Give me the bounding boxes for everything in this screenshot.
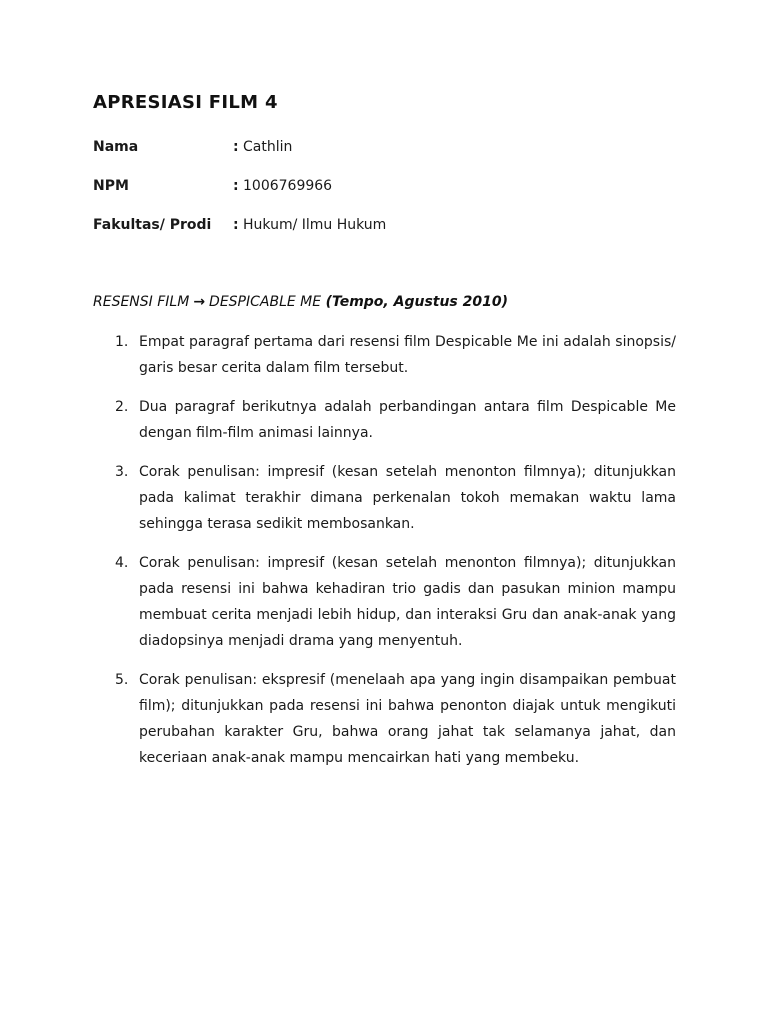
list-item-text: Corak penulisan: impresif (kesan setelah menonton filmnya); ditunjukkan pada kalimat terakhir dimana perkenalan tokoh memakan waktu lama sehingga terasa sedikit membosankan. — [139, 464, 676, 532]
fakultas-label: Fakultas/ Prodi — [93, 217, 212, 233]
npm-colon: : — [233, 178, 239, 194]
list-item-number: 1. — [115, 334, 129, 350]
list-item-text: Empat paragraf pertama dari resensi film Despicable Me ini adalah sinopsis/ garis besar cerita dalam film tersebut. — [139, 334, 676, 376]
page-title: APRESIASI FILM 4 — [93, 92, 278, 113]
list-item — [0, 459, 768, 537]
section-prefix: RESENSI FILM — [93, 294, 190, 310]
nama-value: Cathlin — [243, 139, 293, 155]
list-item-number: 3. — [115, 464, 129, 480]
nama-label: Nama — [93, 139, 139, 155]
list-item — [0, 667, 768, 771]
nama-colon: : — [233, 139, 239, 155]
list-item-text: Dua paragraf berikutnya adalah perbandingan antara film Despicable Me dengan film-film animasi lainnya. — [139, 399, 676, 441]
list-item — [0, 329, 768, 381]
list-item — [0, 550, 768, 654]
list-item-text: Corak penulisan: impresif (kesan setelah menonton filmnya); ditunjukkan pada resensi ini bahwa kehadiran trio gadis dan pasukan minion mampu membuat cerita menjadi lebih hidup, dan interaksi Gru dan anak-anak yang diadopsinya menjadi drama yang menyentuh. — [139, 555, 676, 649]
list-item-text: Corak penulisan: ekspresif (menelaah apa yang ingin disampaikan pembuat film); ditunjukkan pada resensi ini bahwa penonton diajak untuk mengikuti perubahan karakter Gru, bahwa orang jahat tak selamanya jahat, dan keceriaan anak-anak mampu mencairkan hati yang membeku. — [139, 672, 676, 766]
fakultas-colon: : — [233, 217, 239, 233]
fakultas-value: Hukum/ Ilmu Hukum — [243, 217, 387, 233]
section-source: (Tempo, Agustus 2010) — [325, 294, 509, 310]
npm-label: NPM — [93, 178, 129, 194]
npm-value: 1006769966 — [243, 178, 333, 194]
list-item-number: 5. — [115, 672, 129, 688]
list-item — [0, 394, 768, 446]
review-list — [0, 329, 768, 784]
list-item-number: 2. — [115, 399, 129, 415]
section-film-title: DESPICABLE ME — [209, 294, 322, 310]
list-item-number: 4. — [115, 555, 129, 571]
arrow-right-icon: → — [193, 294, 206, 310]
section-heading — [93, 292, 508, 312]
